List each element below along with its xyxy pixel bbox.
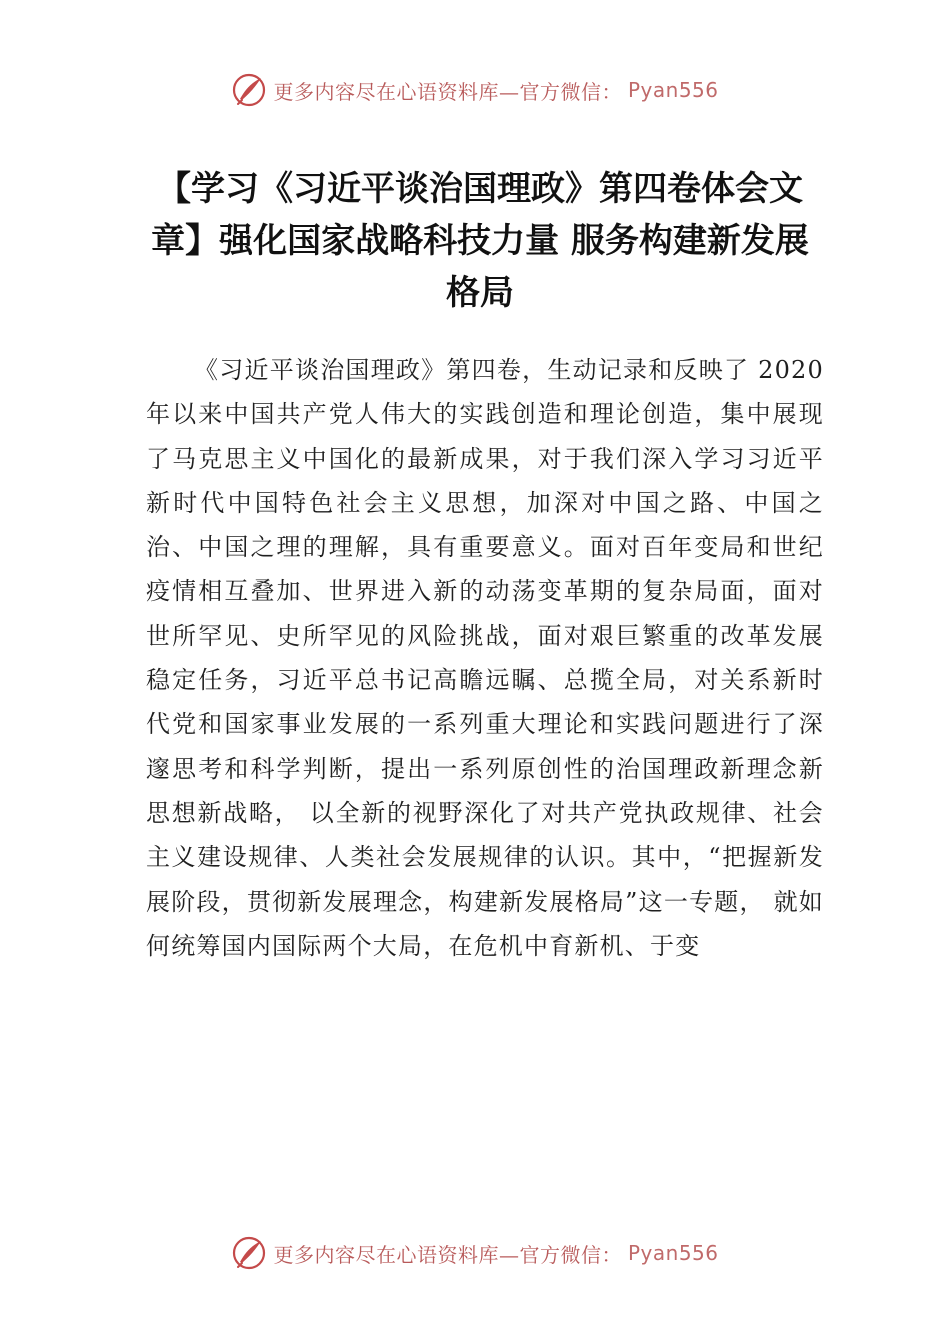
header-watermark [0,72,950,108]
article-body: 《习近平谈治国理政》第四卷，生动记录和反映了 2020 年以来中国共产党人伟大的实践创造和理论创造，集中展现了马克思主义中国化的最新成果，对于我们深入学习习近平新时代中国特色社会主义思想，加深对中国之路、中国之治、中国之理的理解，具有重要意义。面对百年变局和世纪疫情相互叠加、世界进入新的动荡变革期的复杂局面，面对世所罕见、史所罕见的风险挑战，面对艰巨繁重的改革发展稳定任务，习近平总书记高瞻远瞩、总揽全局，对关系新时代党和国家事业发展的一系列重大理论和实践问题进行了深邃思考和科学判断，提出一系列原创性的治国理政新理念新思想新战略， 以全新的视野深化了对共产党执政规律、社会主义建设规律、人类社会发展规律的认识。其中，“把握新发展阶段，贯彻新发展理念，构建新发展格局”这一专题， 就如何统筹国内国际两个大局，在危机中育新机、于变 [146,356,824,960]
feather-seal-icon [231,1235,267,1271]
wechat-id: Pyan556 [627,1241,719,1265]
watermark-text: 更多内容尽在心语资料库—官方微信： [273,1242,622,1267]
feather-seal-icon [231,72,267,108]
watermark-text: 更多内容尽在心语资料库—官方微信： [273,79,622,104]
wechat-id: Pyan556 [627,78,719,102]
footer-watermark [0,1235,950,1271]
article-title: 【学习《习近平谈治国理政》第四卷体会文章】强化国家战略科技力量 服务构建新发展格局 [151,169,809,313]
